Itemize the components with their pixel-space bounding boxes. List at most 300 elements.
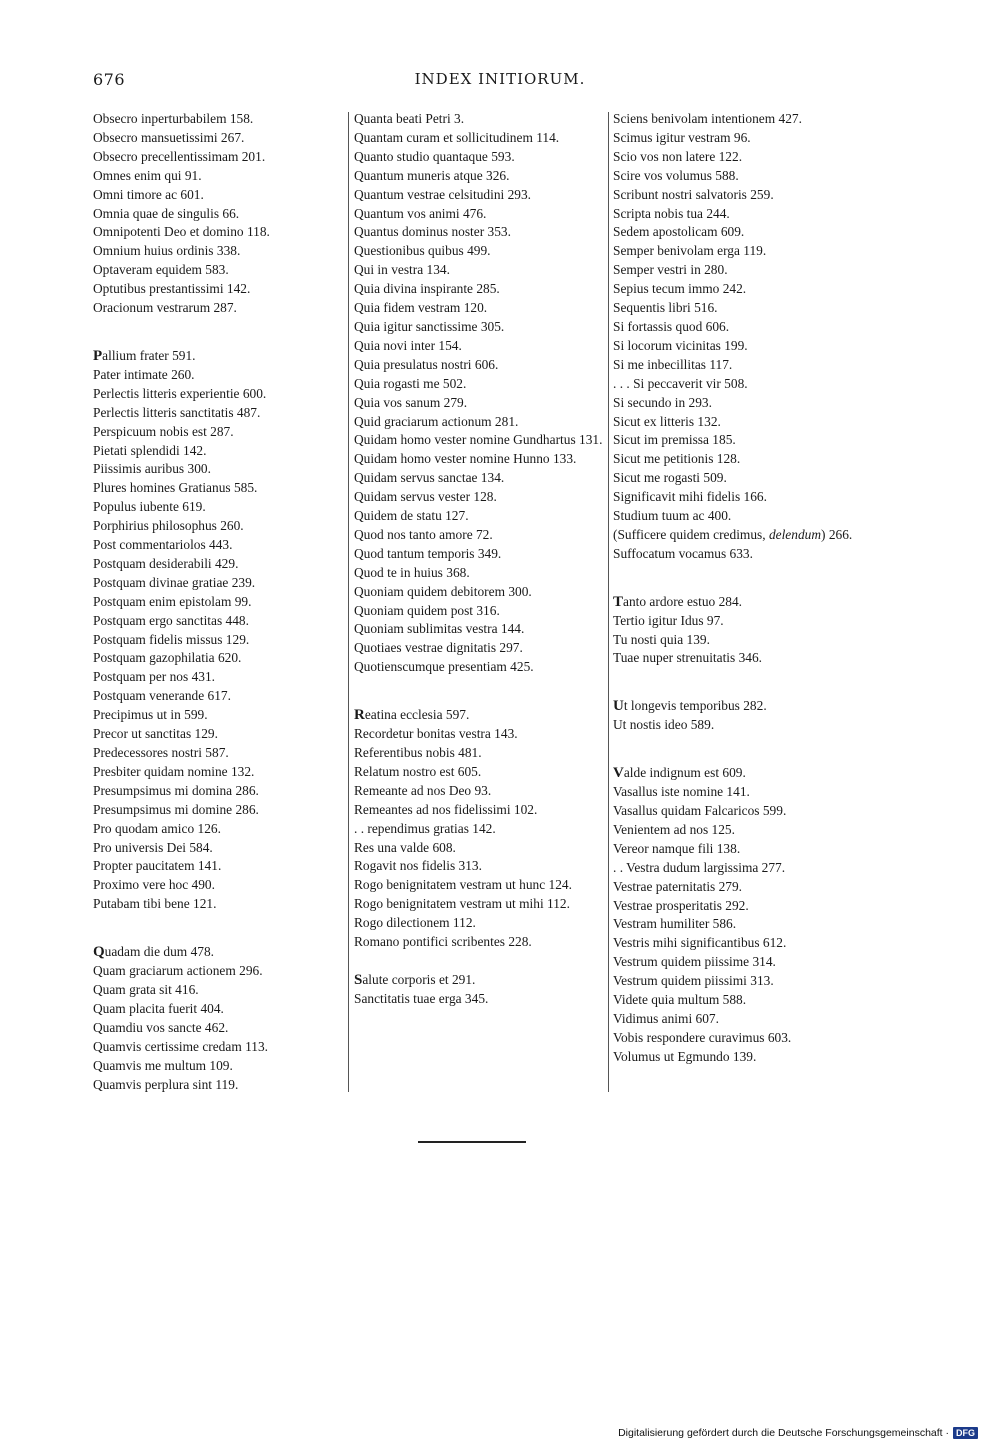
digitization-credit xyxy=(618,1427,978,1439)
index-entry xyxy=(613,223,863,242)
entry-text: Quidam servus vester 128. xyxy=(354,489,497,505)
index-entry xyxy=(93,167,338,186)
index-entry xyxy=(354,223,606,242)
index-entry xyxy=(354,318,606,337)
entry-text: Sepius tecum immo 242. xyxy=(613,281,747,297)
entry-text: Scire vos volumus 588. xyxy=(613,167,739,183)
entry-text: Optaveram equidem 583. xyxy=(93,262,229,278)
entry-text: Rogo dilectionem 112. xyxy=(354,915,476,931)
index-entry xyxy=(613,242,863,261)
entry-text: Quia divina inspirante 285. xyxy=(354,281,500,297)
index-entry xyxy=(354,876,606,895)
entry-text: Pro universis Dei 584. xyxy=(93,839,213,855)
entry-text: Vestrae paternitatis 279. xyxy=(613,878,743,894)
entry-text: Perlectis litteris experientie 600. xyxy=(93,385,267,401)
entry-text: Vestram humiliter 586. xyxy=(613,916,737,932)
index-entry xyxy=(93,631,338,650)
entry-text: Quidem de statu 127. xyxy=(354,508,469,524)
index-entry xyxy=(354,167,606,186)
index-entry xyxy=(93,460,338,479)
index-entry xyxy=(354,337,606,356)
index-entry xyxy=(93,1076,338,1095)
index-entry xyxy=(354,431,606,450)
entry-text: . . Vestra dudum largissima 277. xyxy=(613,859,786,875)
entry-suffix: ) 266. xyxy=(821,526,853,542)
entry-text: Sicut im premissa 185. xyxy=(613,432,736,448)
entry-text: Si fortassis quod 606. xyxy=(613,318,730,334)
index-entry xyxy=(93,404,338,423)
index-entry xyxy=(93,876,338,895)
index-entry xyxy=(93,280,338,299)
index-entry xyxy=(613,167,863,186)
entry-text: Oracionum vestrarum 287. xyxy=(93,300,237,316)
entry-text: Referentibus nobis 481. xyxy=(354,745,482,760)
index-entry xyxy=(93,479,338,498)
index-entry xyxy=(93,385,338,404)
index-entry xyxy=(93,299,338,318)
index-entry xyxy=(354,602,606,621)
entry-text: Quia novi inter 154. xyxy=(354,337,462,353)
entry-text: Significavit mihi fidelis 166. xyxy=(613,489,767,505)
entry-text: Postquam venerande 617. xyxy=(93,688,231,704)
entry-text: Quantum muneris atque 326. xyxy=(354,167,510,183)
entry-text: Quotiaes vestrae dignitatis 297. xyxy=(354,640,523,656)
entry-text: Quanto studio quantaque 593. xyxy=(354,148,515,164)
entry-text: Postquam gazophilatia 620. xyxy=(93,650,242,666)
index-entry xyxy=(354,583,606,602)
index-entry xyxy=(613,859,863,878)
index-entry xyxy=(613,526,863,545)
entry-text: Quam placita fuerit 404. xyxy=(93,1000,224,1016)
entry-text: Obsecro precellentissimam 201. xyxy=(93,148,266,164)
entry-text: Sicut ex litteris 132. xyxy=(613,413,721,429)
entry-text: Vidimus animi 607. xyxy=(613,1010,719,1026)
entry-text: Quidam homo vester nomine Hunno 133. xyxy=(354,451,577,467)
index-entry xyxy=(613,1010,863,1029)
index-entry xyxy=(613,991,863,1010)
index-entry xyxy=(613,783,863,802)
entry-text: Quamvis certissime credam 113. xyxy=(93,1038,269,1054)
index-entry xyxy=(613,802,863,821)
entry-text: Predecessores nostri 587. xyxy=(93,745,229,760)
entry-text: Rogo benignitatem vestram ut hunc 124. xyxy=(354,877,572,893)
entry-text: Quod nos tanto amore 72. xyxy=(354,526,493,542)
entry-text: Vestrum quidem piissimi 313. xyxy=(613,973,774,989)
index-entry xyxy=(613,934,863,953)
entry-text: Recordetur bonitas vestra 143. xyxy=(354,726,518,742)
entry-text: eatina ecclesia 597. xyxy=(364,707,470,723)
index-entry xyxy=(93,962,338,981)
entry-text: Sanctitatis tuae erga 345. xyxy=(354,990,489,1006)
index-entry xyxy=(354,564,606,583)
entry-text: Volumus ut Egmundo 139. xyxy=(613,1048,757,1064)
entry-text: Quia rogasti me 502. xyxy=(354,375,467,391)
entry-text: Si me inbecillitas 117. xyxy=(613,356,733,372)
index-entry xyxy=(354,839,606,858)
entry-text: Scio vos non latere 122. xyxy=(613,148,743,164)
index-entry xyxy=(354,857,606,876)
entry-text: Semper benivolam erga 119. xyxy=(613,243,767,259)
entry-text: Venientem ad nos 125. xyxy=(613,821,735,837)
index-entry xyxy=(354,744,606,763)
entry-text: Postquam fidelis missus 129. xyxy=(93,631,250,647)
entry-text: Quidam homo vester nomine Gundhartus 131. xyxy=(354,432,603,448)
entry-text: Sciens benivolam intentionem 427. xyxy=(613,111,802,126)
section-initial: U xyxy=(613,698,624,715)
index-entry xyxy=(613,545,863,564)
entry-text: Postquam per nos 431. xyxy=(93,669,215,685)
entry-text: Quamvis me multum 109. xyxy=(93,1057,233,1073)
entry-text: Romano pontifici scribentes 228. xyxy=(354,934,532,950)
entry-text: Proximo vere hoc 490. xyxy=(93,877,215,893)
index-entry xyxy=(613,431,863,450)
index-entry xyxy=(354,375,606,394)
entry-text: Tertio igitur Idus 97. xyxy=(613,612,724,628)
entry-text: Rogo benignitatem vestram ut mihi 112. xyxy=(354,896,570,912)
end-rule xyxy=(418,1141,526,1143)
index-entry xyxy=(354,507,606,526)
index-entry xyxy=(354,356,606,375)
section-initial: V xyxy=(613,765,624,782)
entry-text: Sicut me petitionis 128. xyxy=(613,451,741,467)
index-entry xyxy=(613,649,863,668)
index-entry xyxy=(613,507,863,526)
index-entry xyxy=(613,337,863,356)
entry-text: . . rependimus gratias 142. xyxy=(354,820,496,836)
index-entry xyxy=(93,801,338,820)
entry-text: Quoniam quidem debitorem 300. xyxy=(354,583,532,599)
index-entry xyxy=(93,423,338,442)
entry-text: Quamvis perplura sint 119. xyxy=(93,1076,239,1092)
index-entry xyxy=(613,897,863,916)
index-entry xyxy=(613,318,863,337)
index-entry xyxy=(93,981,338,1000)
entry-text: Qui in vestra 134. xyxy=(354,262,450,278)
entry-text: Vestrum quidem piissime 314. xyxy=(613,954,776,970)
index-entry xyxy=(354,801,606,820)
entry-text: Plures homines Gratianus 585. xyxy=(93,480,258,496)
index-entry xyxy=(93,223,338,242)
index-entry xyxy=(93,744,338,763)
entry-text: Quod tantum temporis 349. xyxy=(354,545,502,561)
entry-text: Si locorum vicinitas 199. xyxy=(613,337,748,353)
entry-text: Postquam desiderabili 429. xyxy=(93,555,239,571)
index-entry xyxy=(354,299,606,318)
entry-text: Piissimis auribus 300. xyxy=(93,461,211,477)
entry-text: Sicut me rogasti 509. xyxy=(613,470,727,486)
index-entry xyxy=(354,725,606,744)
index-entry xyxy=(93,366,338,385)
index-entry xyxy=(93,839,338,858)
entry-text: Remeantes ad nos fidelissimi 102. xyxy=(354,801,538,817)
index-entry xyxy=(354,413,606,432)
index-entry xyxy=(93,517,338,536)
index-entry xyxy=(93,148,338,167)
index-entry xyxy=(93,593,338,612)
index-entry xyxy=(354,990,606,1009)
index-entry xyxy=(354,763,606,782)
index-entry xyxy=(93,1000,338,1019)
entry-text: Populus iubente 619. xyxy=(93,499,206,515)
entry-text: Tuae nuper strenuitatis 346. xyxy=(613,650,763,666)
entry-text: Quid graciarum actionum 281. xyxy=(354,413,519,429)
credit-text: Digitalisierung gefördert durch die Deutsche Forschungsgemeinschaft · xyxy=(618,1427,949,1439)
index-entry xyxy=(93,763,338,782)
index-entry xyxy=(613,205,863,224)
page-number: 676 xyxy=(93,70,126,89)
entry-text: alute corporis et 291. xyxy=(362,971,476,987)
index-entry xyxy=(93,725,338,744)
entry-text: Quod te in huius 368. xyxy=(354,564,470,580)
entry-text: Quia igitur sanctissime 305. xyxy=(354,318,505,334)
entry-text: Vereor namque fili 138. xyxy=(613,840,741,856)
entry-text: allium frater 591. xyxy=(102,347,196,363)
index-entry xyxy=(613,878,863,897)
entry-text: Pro quodam amico 126. xyxy=(93,820,221,836)
index-entry xyxy=(613,840,863,859)
entry-text: Quantam curam et sollicitudinem 114. xyxy=(354,129,560,145)
index-entry xyxy=(613,1029,863,1048)
index-entry xyxy=(613,697,863,716)
entry-text: Quia fidem vestram 120. xyxy=(354,300,488,316)
index-entry xyxy=(93,687,338,706)
index-entry xyxy=(93,555,338,574)
entry-text: Putabam tibi bene 121. xyxy=(93,896,217,912)
index-entry xyxy=(354,782,606,801)
index-entry xyxy=(93,261,338,280)
index-entry xyxy=(93,129,338,148)
entry-text: Quam grata sit 416. xyxy=(93,981,199,997)
entry-text: Postquam ergo sanctitas 448. xyxy=(93,612,249,628)
entry-text: Quoniam quidem post 316. xyxy=(354,602,500,618)
entry-text: Quotienscumque presentiam 425. xyxy=(354,659,534,675)
index-entry xyxy=(613,375,863,394)
index-entry xyxy=(613,450,863,469)
index-entry xyxy=(93,442,338,461)
entry-text: Quamdiu vos sancte 462. xyxy=(93,1019,229,1035)
entry-text: Presumpsimus mi domina 286. xyxy=(93,782,259,798)
index-entry xyxy=(613,394,863,413)
index-entry xyxy=(354,658,606,677)
index-entry xyxy=(354,129,606,148)
entry-text: Rogavit nos fidelis 313. xyxy=(354,858,482,874)
dfg-logo: DFG xyxy=(953,1427,978,1439)
entry-text: Quia presulatus nostri 606. xyxy=(354,356,499,372)
index-entry xyxy=(93,347,338,366)
entry-text: Post commentariolos 443. xyxy=(93,537,233,553)
entry-text: Perlectis litteris sanctitatis 487. xyxy=(93,404,261,420)
index-entry xyxy=(613,148,863,167)
entry-text: Omnia quae de singulis 66. xyxy=(93,205,240,221)
entry-text: Postquam divinae gratiae 239. xyxy=(93,574,256,590)
entry-text: . . . Si peccaverit vir 508. xyxy=(613,375,748,391)
index-entry xyxy=(354,526,606,545)
entry-text: Vestris mihi significantibus 612. xyxy=(613,935,787,951)
entry-text: Quoniam sublimitas vestra 144. xyxy=(354,621,525,637)
index-entry xyxy=(613,716,863,735)
entry-text: Omnipotenti Deo et domino 118. xyxy=(93,224,270,240)
section-initial: R xyxy=(354,707,365,724)
index-entry xyxy=(93,820,338,839)
section-initial: S xyxy=(354,971,363,988)
index-entry xyxy=(93,943,338,962)
entry-text: Videte quia multum 588. xyxy=(613,992,747,1008)
index-column-1 xyxy=(93,110,338,1094)
running-title: INDEX INITIORUM. xyxy=(414,70,586,88)
index-entry xyxy=(354,450,606,469)
index-entry xyxy=(93,498,338,517)
index-column-3 xyxy=(613,110,863,1067)
entry-text: Quam graciarum actionem 296. xyxy=(93,963,263,979)
index-entry xyxy=(354,394,606,413)
entry-text: Propter paucitatem 141. xyxy=(93,858,222,874)
index-column-2 xyxy=(354,110,606,1009)
index-entry xyxy=(93,110,338,129)
index-entry xyxy=(613,953,863,972)
index-entry xyxy=(93,612,338,631)
entry-text: Vasallus quidam Falcaricos 599. xyxy=(613,803,787,818)
entry-text: Ut nostis ideo 589. xyxy=(613,717,715,733)
index-entry xyxy=(613,972,863,991)
entry-text: Perspicuum nobis est 287. xyxy=(93,423,234,439)
index-entry xyxy=(354,820,606,839)
entry-text: Vestrae prosperitatis 292. xyxy=(613,897,749,913)
index-entry xyxy=(93,1019,338,1038)
entry-text: anto ardore estuo 284. xyxy=(623,593,743,609)
index-entry xyxy=(613,1048,863,1067)
index-entry xyxy=(613,612,863,631)
index-entry xyxy=(613,764,863,783)
index-entry xyxy=(354,639,606,658)
entry-text: Vasallus iste nomine 141. xyxy=(613,784,750,800)
entry-note: delendum xyxy=(768,526,822,542)
entry-text: alde indignum est 609. xyxy=(623,765,746,781)
entry-text: Tu nosti quia 139. xyxy=(613,631,710,647)
entry-text: Quantum vos animi 476. xyxy=(354,205,487,221)
entry-text: Scribunt nostri salvatoris 259. xyxy=(613,186,774,202)
index-entry xyxy=(354,186,606,205)
index-entry xyxy=(354,488,606,507)
section-initial: Q xyxy=(93,944,105,961)
entry-text: Vobis respondere curavimus 603. xyxy=(613,1029,792,1045)
section-initial: T xyxy=(613,593,624,610)
index-entry xyxy=(354,895,606,914)
entry-text: Suffocatum vocamus 633. xyxy=(613,545,753,561)
index-entry xyxy=(354,205,606,224)
index-entry xyxy=(613,261,863,280)
entry-text: Pietati splendidi 142. xyxy=(93,442,207,458)
index-entry xyxy=(613,110,863,129)
index-entry xyxy=(93,536,338,555)
index-entry xyxy=(613,488,863,507)
index-entry xyxy=(354,148,606,167)
entry-text: Remeante ad nos Deo 93. xyxy=(354,782,492,798)
index-entry xyxy=(354,620,606,639)
entry-text: Porphirius philosophus 260. xyxy=(93,518,244,534)
entry-text: Quanta beati Petri 3. xyxy=(354,111,465,126)
entry-text: Res una valde 608. xyxy=(354,839,456,855)
index-entry xyxy=(93,205,338,224)
index-entry xyxy=(613,915,863,934)
entry-text: Pater intimate 260. xyxy=(93,366,195,382)
index-entry xyxy=(613,821,863,840)
index-entry xyxy=(93,857,338,876)
index-entry xyxy=(93,242,338,261)
index-entry xyxy=(354,110,606,129)
index-entry xyxy=(93,186,338,205)
entry-text: Quia vos sanum 279. xyxy=(354,394,468,410)
entry-text: Quantum vestrae celsitudini 293. xyxy=(354,186,532,202)
entry-text: Omnium huius ordinis 338. xyxy=(93,243,241,259)
index-entry xyxy=(354,706,606,725)
index-entry xyxy=(613,631,863,650)
index-entry xyxy=(613,593,863,612)
entry-text: Semper vestri in 280. xyxy=(613,262,728,278)
entry-text: Obsecro inperturbabilem 158. xyxy=(93,111,254,126)
index-entry xyxy=(613,356,863,375)
index-entry xyxy=(354,933,606,952)
entry-text: Quidam servus sanctae 134. xyxy=(354,470,505,486)
index-entry xyxy=(613,469,863,488)
index-entry xyxy=(613,280,863,299)
index-entry xyxy=(93,1057,338,1076)
entry-text: Sedem apostolicam 609. xyxy=(613,224,745,240)
entry-text: Quantus dominus noster 353. xyxy=(354,224,511,240)
entry-text: Presbiter quidam nomine 132. xyxy=(93,763,255,779)
entry-text: t longevis temporibus 282. xyxy=(623,698,767,714)
index-entry xyxy=(613,186,863,205)
entry-text: Relatum nostro est 605. xyxy=(354,763,482,779)
index-entry xyxy=(354,914,606,933)
index-entry xyxy=(613,413,863,432)
entry-text: Scripta nobis tua 244. xyxy=(613,205,730,221)
index-entry xyxy=(93,1038,338,1057)
index-entry xyxy=(354,242,606,261)
index-entry xyxy=(613,129,863,148)
entry-text: Omnes enim qui 91. xyxy=(93,167,202,183)
index-entry xyxy=(613,299,863,318)
index-entry xyxy=(93,895,338,914)
entry-text: Precor ut sanctitas 129. xyxy=(93,726,218,742)
index-entry xyxy=(93,782,338,801)
index-entry xyxy=(354,971,606,990)
index-entry xyxy=(93,649,338,668)
entry-text: Obsecro mansuetissimi 267. xyxy=(93,129,245,145)
column-divider xyxy=(608,112,609,1092)
index-entry xyxy=(93,706,338,725)
section-initial: P xyxy=(93,347,103,364)
entry-text: Postquam enim epistolam 99. xyxy=(93,593,252,609)
entry-text: Studium tuum ac 400. xyxy=(613,508,732,524)
entry-text: Si secundo in 293. xyxy=(613,394,712,410)
index-entry xyxy=(354,280,606,299)
entry-text: Presumpsimus mi domine 286. xyxy=(93,801,259,817)
index-entry xyxy=(354,261,606,280)
index-entry xyxy=(354,545,606,564)
entry-text: Scimus igitur vestram 96. xyxy=(613,129,751,145)
index-entry xyxy=(93,574,338,593)
index-entry xyxy=(354,469,606,488)
entry-text: uadam die dum 478. xyxy=(104,944,215,960)
entry-text: Precipimus ut in 599. xyxy=(93,707,208,723)
entry-text: Optutibus prestantissimi 142. xyxy=(93,281,251,297)
entry-text: (Sufficere quidem credimus, xyxy=(613,526,766,542)
index-entry xyxy=(93,668,338,687)
column-divider xyxy=(348,112,349,1092)
entry-text: Omni timore ac 601. xyxy=(93,186,204,202)
entry-text: Sequentis libri 516. xyxy=(613,300,718,316)
entry-text: Questionibus quibus 499. xyxy=(354,243,491,259)
